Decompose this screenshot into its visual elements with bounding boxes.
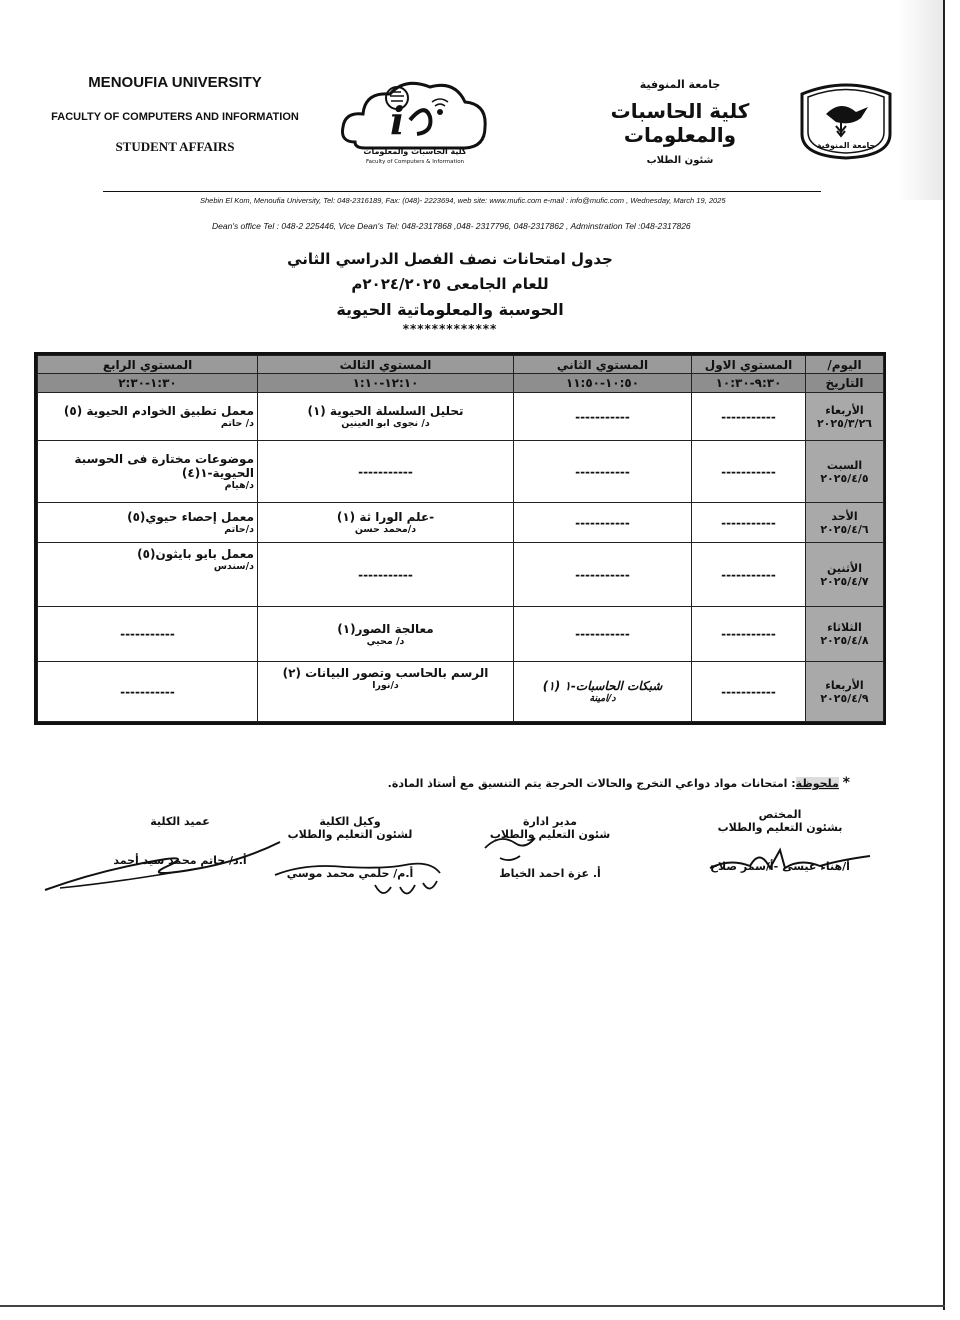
- signature-role: لشئون التعليم والطلاب: [287, 828, 413, 841]
- svg-text:i: i: [390, 98, 405, 143]
- instructor-name: د/هيام: [224, 480, 254, 491]
- course-name: -----------: [721, 627, 776, 641]
- level-1-cell: [692, 393, 806, 441]
- level-2-cell: [514, 662, 692, 722]
- level-3-cell: [258, 393, 514, 441]
- course-name: -----------: [721, 464, 776, 479]
- specialist-signature-icon: [700, 838, 880, 878]
- time-slot-3: ١٢:١٠-١:١٠: [258, 374, 514, 393]
- level-4-header: المستوي الرابع: [38, 356, 258, 374]
- level-3-cell: [258, 607, 514, 662]
- course-name: معالجة الصور(١): [337, 621, 434, 636]
- course-name: الرسم بالحاسب وتصور البيانات (٢): [282, 666, 489, 680]
- footnote-star: *: [842, 775, 850, 791]
- instructor-name: د/ نجوى ابو العينين: [341, 418, 430, 429]
- footnote-text: : امتحانات مواد دواعي التخرج والحالات الحرجة يتم التنسيق مع أستاذ المادة.: [387, 777, 796, 790]
- day-cell: [806, 662, 884, 722]
- course-name: -----------: [575, 567, 630, 582]
- signature-role: عميد الكلية: [150, 815, 210, 828]
- level-4-cell: [38, 503, 258, 543]
- level-1-cell: [692, 607, 806, 662]
- contact-line-2: Dean's office Tel : 048-2 225446, Vice Dean's Tel: 048-2317868 ,048- 2317796, 048-2317862 , Adminstration Tel :048-2317826: [212, 221, 691, 231]
- level-header-row: [38, 356, 884, 374]
- course-name: -----------: [721, 684, 776, 699]
- level-4-cell: [38, 662, 258, 722]
- exam-date: ٢٠٢٥/٣/٢٦: [816, 416, 873, 430]
- header-divider: [103, 191, 821, 192]
- english-university-name: MENOUFIA UNIVERSITY: [88, 74, 262, 91]
- arabic-university-name: جامعة المنوفية: [639, 78, 721, 91]
- page-shadow: [898, 0, 943, 200]
- course-name: -----------: [721, 515, 776, 530]
- level-3-cell: [258, 543, 514, 607]
- signature-role: شئون التعليم والطلاب: [489, 828, 611, 841]
- course-name: -علم الورا ثة (١): [336, 510, 435, 524]
- arabic-header: [580, 78, 780, 166]
- course-name: -----------: [575, 409, 630, 424]
- exam-date: ٢٠٢٥/٤/٦: [820, 522, 869, 536]
- english-student-affairs: STUDENT AFFAIRS: [115, 139, 235, 154]
- course-name: معمل تطبيق الخوادم الحيوية (٥): [63, 404, 254, 418]
- date-header: التاريخ: [806, 374, 884, 393]
- signature-name: أ.د/ حاتم محمد سيد أحمد: [113, 854, 247, 867]
- level-3-cell: [258, 441, 514, 503]
- signature-name: أ/هناء عيسى -أ/سمر صلاح: [710, 860, 850, 873]
- course-name: موضوعات مختارة فى الحوسبة الحيوية-١(٤): [74, 452, 254, 480]
- level-2-cell: [514, 543, 692, 607]
- exam-schedule-table: [34, 352, 886, 725]
- day-cell: [806, 543, 884, 607]
- level-1-cell: [692, 441, 806, 503]
- day-header: اليوم/: [806, 356, 884, 374]
- academic-year: للعام الجامعى ٢٠٢٤/٢٠٢٥م: [351, 275, 549, 293]
- program-name: الحوسبة والمعلوماتية الحيوية: [336, 300, 564, 319]
- table-row: [38, 607, 884, 662]
- footnote-label: ملحوظة: [795, 777, 839, 790]
- footnote: [300, 775, 850, 791]
- day-name: الثلاثاء: [827, 621, 862, 634]
- day-cell: [806, 441, 884, 503]
- level-1-header: المستوي الاول: [692, 356, 806, 374]
- course-name: تحليل السلسلة الحيوية (١): [307, 404, 464, 418]
- level-3-cell: [258, 503, 514, 543]
- university-seal-icon: [796, 74, 896, 162]
- level-4-cell: [38, 393, 258, 441]
- title-stars: *************: [402, 322, 498, 336]
- time-header-row: [38, 374, 884, 393]
- course-name: شبكات الحاسبات-١ (١): [542, 679, 663, 693]
- level-2-cell: [514, 393, 692, 441]
- course-name: معمل إحصاء حيوي(٥): [127, 510, 254, 524]
- instructor-name: د/سندس: [213, 561, 254, 572]
- day-name: الأثنين: [827, 561, 862, 575]
- day-name: السبت: [826, 458, 863, 472]
- course-name: -----------: [575, 515, 630, 530]
- level-4-cell: [38, 441, 258, 503]
- english-faculty-name: FACULTY OF COMPUTERS AND INFORMATION: [51, 111, 299, 123]
- signature-role: مدير ادارة: [523, 815, 577, 828]
- level-1-cell: [692, 662, 806, 722]
- signature-name: أ.م/ حلمي محمد موسي: [286, 867, 414, 880]
- faculty-logo-english-text: Faculty of Computers & Information: [365, 159, 465, 165]
- level-2-cell: [514, 441, 692, 503]
- seal-text: جامعة المنوفية: [816, 141, 876, 150]
- table-row: [38, 503, 884, 543]
- vice-dean-signature-icon: [265, 845, 465, 905]
- course-name: معمل بايو بايثون(٥): [137, 547, 254, 561]
- course-name: -----------: [575, 464, 630, 479]
- level-2-cell: [514, 503, 692, 543]
- exam-date: ٢٠٢٥/٤/٨: [820, 634, 869, 647]
- instructor-name: د/امينة: [589, 693, 616, 704]
- arabic-student-affairs: شئون الطلاب: [646, 155, 714, 166]
- signature-role: وكيل الكلية: [319, 815, 381, 828]
- exam-date: ٢٠٢٥/٤/٥: [820, 471, 869, 485]
- course-name: -----------: [120, 627, 175, 641]
- level-2-cell: [514, 607, 692, 662]
- manager-signature-icon: [480, 828, 540, 868]
- exam-date: ٢٠٢٥/٤/٧: [820, 574, 869, 588]
- course-name: -----------: [120, 684, 175, 699]
- page-edge: [943, 0, 945, 1310]
- signature-name: أ. عزة احمد الخياط: [499, 867, 601, 880]
- day-cell: [806, 393, 884, 441]
- day-name: الأربعاء: [825, 678, 864, 692]
- course-name: -----------: [358, 567, 413, 582]
- level-1-cell: [692, 503, 806, 543]
- table-row: [38, 441, 884, 503]
- instructor-name: د/محمد حسن: [354, 524, 417, 535]
- english-header: [40, 74, 310, 155]
- course-name: -----------: [721, 567, 776, 582]
- signature-role: بشئون التعليم والطلاب: [717, 821, 843, 834]
- course-name: -----------: [721, 409, 776, 424]
- table-row: [38, 662, 884, 722]
- course-name: -----------: [575, 627, 630, 641]
- level-1-cell: [692, 543, 806, 607]
- day-cell: [806, 607, 884, 662]
- faculty-logo-icon: [335, 72, 495, 172]
- day-name: الأحد: [831, 509, 858, 523]
- document-title: جدول امتحانات نصف الفصل الدراسي الثاني: [287, 250, 613, 268]
- level-3-header: المستوي الثالث: [258, 356, 514, 374]
- instructor-name: د/نورا: [372, 680, 399, 691]
- day-cell: [806, 503, 884, 543]
- signature-role: المختص: [758, 808, 802, 821]
- level-2-header: المستوي الثاني: [514, 356, 692, 374]
- faculty-logo-arabic-text: كلية الحاسبات والمعلومات: [363, 147, 467, 156]
- time-slot-2: ١٠:٥٠-١١:٥٠: [514, 374, 692, 393]
- page-edge-bottom: [0, 1305, 945, 1307]
- instructor-name: د/ حاتم: [220, 418, 254, 429]
- exam-date: ٢٠٢٥/٤/٩: [820, 691, 869, 705]
- course-name: -----------: [358, 464, 413, 479]
- arabic-faculty-name: كلية الحاسبات والمعلومات: [610, 99, 750, 147]
- day-name: الأربعاء: [825, 403, 864, 417]
- level-3-cell: [258, 662, 514, 722]
- contact-line-1: Shebin El Kom, Menoufia University, Tel: 048-2316189, Fax: (048)- 2223694, web site: www.mufic.com e-mail : info@mufic.com , Wednesday, March 19, 2025: [200, 196, 726, 205]
- table-row: [38, 393, 884, 441]
- time-slot-4: ١:٣٠-٢:٣٠: [38, 374, 258, 393]
- instructor-name: د/ محيي: [366, 635, 405, 647]
- level-4-cell: [38, 607, 258, 662]
- dean-signature-icon: [40, 830, 290, 900]
- time-slot-1: ٩:٣٠-١٠:٣٠: [692, 374, 806, 393]
- table-row: [38, 543, 884, 607]
- level-4-cell: [38, 543, 258, 607]
- instructor-name: د/حاتم: [224, 524, 254, 535]
